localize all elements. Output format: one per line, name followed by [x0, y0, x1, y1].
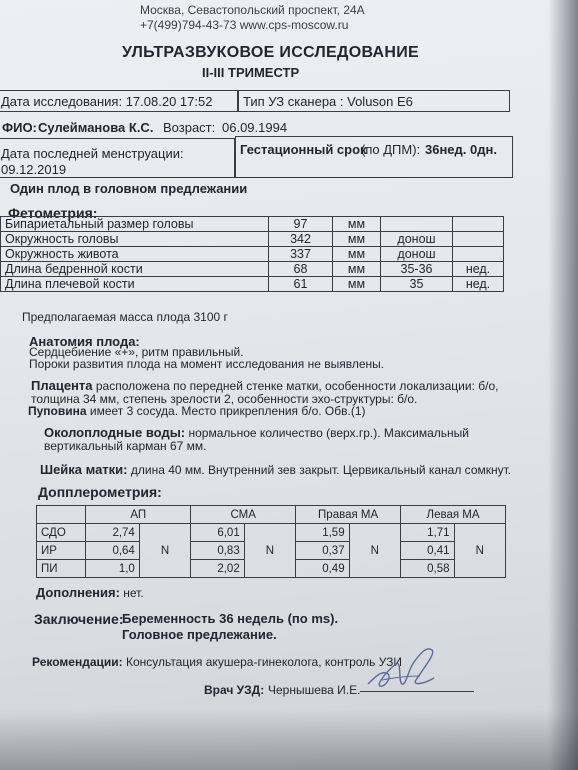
- cervix-label: Шейка матки:: [40, 462, 128, 477]
- fetometry-note: 35: [381, 277, 453, 292]
- doppler-value: 0,64: [86, 542, 139, 560]
- fetometry-note: 35-36: [381, 262, 453, 277]
- fetometry-note: донош: [381, 247, 453, 262]
- fetometry-unit: мм: [333, 277, 381, 292]
- doppler-value: 6,01: [191, 524, 244, 542]
- photo-shadow-bottom: [0, 710, 578, 770]
- anatomy-line-1: Сердцебиение «+», ритм правильный.: [29, 345, 244, 359]
- fetometry-unit2: [453, 247, 504, 262]
- photo-shadow-right: [548, 0, 578, 770]
- fetometry-value: 97: [269, 217, 333, 232]
- additions-text: нет.: [123, 586, 144, 600]
- cervix-line: [40, 462, 511, 477]
- fluid-text-1: нормальное количество (верх.гр.). Максимальный: [188, 426, 469, 440]
- fetometry-heading: Фетометрия:: [8, 205, 98, 221]
- fetometry-unit: мм: [333, 217, 381, 232]
- fetometry-param-name: Окружность головы: [1, 232, 269, 247]
- fetometry-value: 61: [269, 277, 333, 292]
- doppler-norm-cell: N: [139, 524, 190, 578]
- doppler-table: [36, 505, 506, 578]
- gestation-label: Гестационный срок: [240, 142, 367, 157]
- fetus-presentation: Один плод в головном предлежании: [10, 181, 248, 196]
- placenta-line-2: толщина 34 мм, степень зрелости 2, особенности эхо-структуры: б/о.: [31, 392, 418, 406]
- scanner-box: [238, 90, 510, 112]
- doctor-name: Чернышева И.Е.: [268, 683, 361, 697]
- doppler-row: [37, 524, 506, 542]
- gestation-sub: (по ДПМ):: [361, 142, 421, 157]
- fetometry-row: [1, 262, 504, 277]
- fetometry-unit: мм: [333, 232, 381, 247]
- fetometry-param-name: Длина бедренной кости: [1, 262, 269, 277]
- doppler-column-header: АП: [86, 506, 191, 524]
- cervix-text: длина 40 мм. Внутренний зев закрыт. Цервикальный канал сомкнут.: [130, 463, 512, 477]
- doppler-heading: Допплерометрия:: [38, 484, 162, 500]
- doppler-norm-cell: N: [349, 524, 400, 578]
- fetometry-note: [381, 217, 453, 232]
- age-label: Возраст:: [163, 120, 216, 135]
- fluid-line-1: [44, 425, 469, 440]
- doppler-value: 0,49: [296, 560, 349, 578]
- doppler-norm-cell: N: [244, 524, 295, 578]
- patient-name: Сулейманова К.С.: [38, 120, 154, 135]
- report-subtitle: II-III ТРИМЕСТР: [202, 65, 300, 80]
- fetometry-row: [1, 217, 504, 232]
- fetometry-unit2: [453, 232, 504, 247]
- birth-date: 06.09.1994: [222, 120, 288, 135]
- conclusion-line-1: Беременность 36 недель (по ms).: [122, 611, 339, 626]
- fetometry-value: 337: [269, 247, 333, 262]
- cord-line: [28, 404, 366, 418]
- conclusion-label: Заключение:: [34, 611, 124, 627]
- doppler-column-header: Правая МА: [296, 506, 401, 524]
- additions-line: [36, 585, 144, 600]
- doppler-corner-cell: [37, 506, 86, 524]
- fetometry-note: донош: [381, 232, 453, 247]
- signature-mark: [362, 640, 446, 700]
- estimated-weight: Предполагаемая масса плода 3100 г: [22, 310, 228, 324]
- fetometry-unit2: [453, 217, 504, 232]
- gestation-box: [235, 136, 513, 178]
- doppler-value: 0,37: [296, 542, 349, 560]
- fluid-line-2: вертикальный карман 67 мм.: [44, 439, 207, 453]
- lmp-label: Дата последней менструации:: [1, 146, 184, 161]
- additions-label: Дополнения:: [36, 585, 120, 600]
- fetometry-unit: мм: [333, 247, 381, 262]
- fetometry-row: [1, 277, 504, 292]
- fetometry-value: 342: [269, 232, 333, 247]
- fetometry-unit2: нед.: [453, 277, 504, 292]
- fetometry-unit: мм: [333, 262, 381, 277]
- fetometry-row: [1, 247, 504, 262]
- lmp-date: 09.12.2019: [1, 162, 67, 177]
- fetometry-param-name: Бипариетальный размер головы: [1, 217, 269, 232]
- doppler-value: 0,58: [401, 560, 454, 578]
- doppler-column-header: Левая МА: [401, 506, 506, 524]
- fetometry-row: [1, 232, 504, 247]
- gestation-value: 36нед. 0дн.: [425, 142, 497, 157]
- cord-label: Пуповина: [28, 404, 87, 418]
- fetometry-unit2: нед.: [453, 262, 504, 277]
- doppler-value: 0,41: [401, 542, 454, 560]
- study-date: Дата исследования: 17.08.20 17:52: [1, 94, 213, 109]
- doppler-value: 1,0: [86, 560, 139, 578]
- fetometry-value: 68: [269, 262, 333, 277]
- report-title: УЛЬТРАЗВУКОВОЕ ИССЛЕДОВАНИЕ: [122, 44, 419, 61]
- anatomy-line-2: Пороки развития плода на момент исследования не выявлены.: [29, 357, 385, 371]
- recommendations-text: Консультация акушера-гинеколога, контроль УЗИ: [125, 655, 402, 669]
- placenta-line-1: [31, 378, 498, 393]
- doppler-row-label: ПИ: [37, 560, 86, 578]
- study-date-box: [0, 90, 238, 112]
- doppler-norm-cell: N: [454, 524, 506, 578]
- patient-label: ФИО:: [2, 120, 37, 135]
- doppler-value: 0,83: [191, 542, 244, 560]
- doppler-row-label: СДО: [37, 524, 86, 542]
- anatomy-heading: Анатомия плода:: [29, 334, 140, 349]
- doppler-value: 2,02: [191, 560, 244, 578]
- cord-text: имеет 3 сосуда. Место прикрепления б/о. Обв.(1): [89, 404, 366, 418]
- clinic-contacts: +7(499)794-43-73 www.cps-moscow.ru: [140, 18, 349, 32]
- fetometry-param-name: Окружность живота: [1, 247, 269, 262]
- doctor-label: Врач УЗД:: [204, 683, 265, 697]
- doppler-header-row: [37, 506, 506, 524]
- recommendations-label: Рекомендации:: [32, 655, 123, 669]
- fetometry-param-name: Длина плечевой кости: [1, 277, 269, 292]
- scanner-type: Тип УЗ сканера : Voluson E6: [243, 94, 413, 109]
- doppler-value: 2,74: [86, 524, 139, 542]
- placenta-label: Плацента: [31, 378, 93, 393]
- fetometry-table: [0, 216, 504, 292]
- conclusion-line-2: Головное предлежание.: [122, 627, 277, 642]
- doppler-column-header: СМА: [191, 506, 296, 524]
- fluid-label: Околоплодные воды:: [44, 425, 186, 440]
- doppler-value: 1,59: [296, 524, 349, 542]
- doppler-row-label: ИР: [37, 542, 86, 560]
- placenta-text-1: расположена по передней стенке матки, особенности локализации: б/о,: [95, 379, 499, 393]
- clinic-address: Москва, Севастопольский проспект, 24А: [140, 3, 365, 17]
- recommendations-line: [32, 655, 402, 669]
- doppler-value: 1,71: [401, 524, 454, 542]
- lmp-box: [0, 138, 235, 178]
